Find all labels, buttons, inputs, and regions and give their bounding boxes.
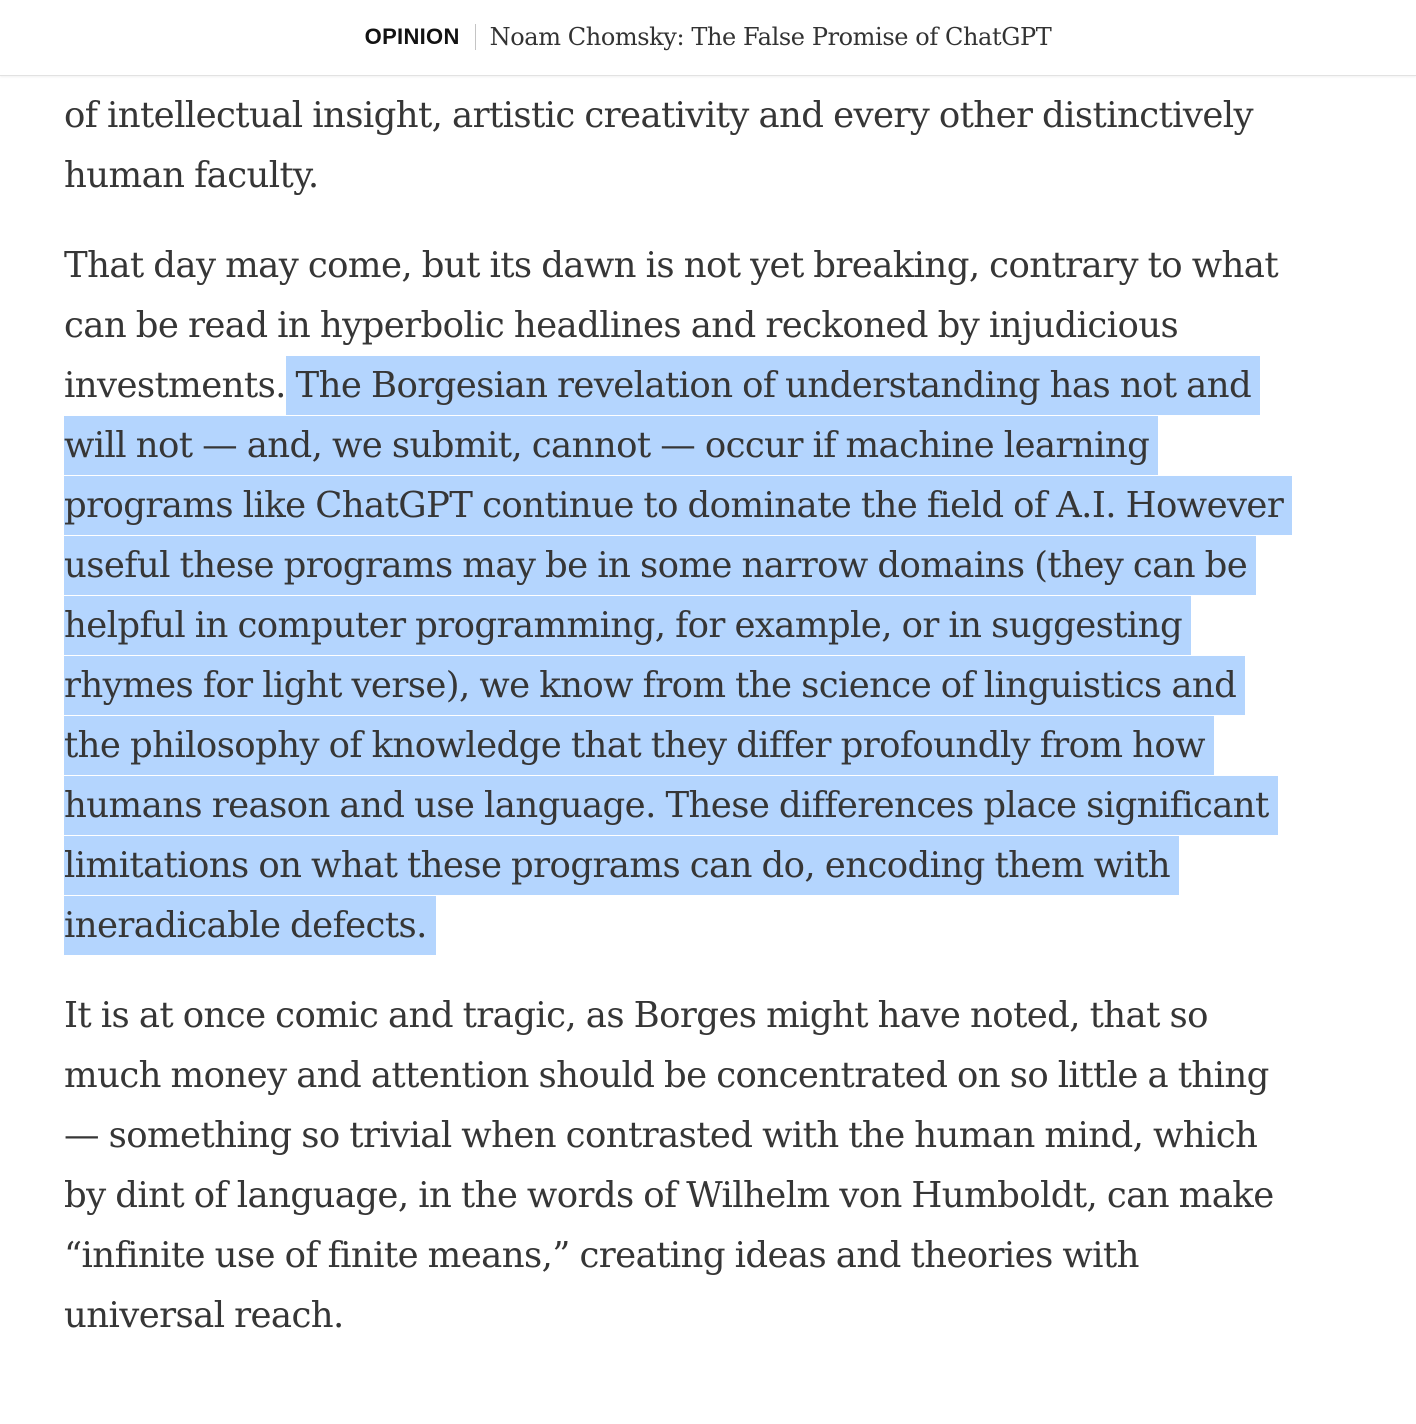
- paragraph-2-unselected-text: That day may come, but its dawn is not yet breaking, contrary to what can be read in hyperbolic headlines and reckoned by injudicious investments.: [64, 245, 1279, 406]
- section-label[interactable]: OPINION: [364, 23, 460, 49]
- selected-text-highlight[interactable]: The Borgesian revelation of understanding has not and will not — and, we submit, cannot — occur if machine learning programs like ChatGPT continue to dominate the field of A.I. However useful these programs may be in some narrow domains (they can be helpful in computer programming, for example, or in suggesting rhymes for light verse), we know from the science of linguistics and the philosophy of knowledge that they differ profoundly from how humans reason and use language. These differences place significant limitations on what these programs can do, encoding them with ineradicable defects.: [64, 356, 1292, 955]
- article-body: [64, 86, 1292, 1376]
- sticky-header: [0, 0, 1416, 76]
- header-divider: [475, 24, 476, 50]
- article-headline: Noam Chomsky: The False Promise of ChatGPT: [489, 22, 1052, 51]
- article-paragraph-3: It is at once comic and tragic, as Borges might have noted, that so much money and attention should be concentrated on so little a thing — something so trivial when contrasted with the human mind, which by dint of language, in the words of Wilhelm von Humboldt, can make “infinite use of finite means,” creating ideas and theories with universal reach.: [64, 995, 1274, 1336]
- article-paragraph-2: [64, 236, 1292, 956]
- article-paragraph-1: of intellectual insight, artistic creativity and every other distinctively human faculty.: [64, 95, 1253, 196]
